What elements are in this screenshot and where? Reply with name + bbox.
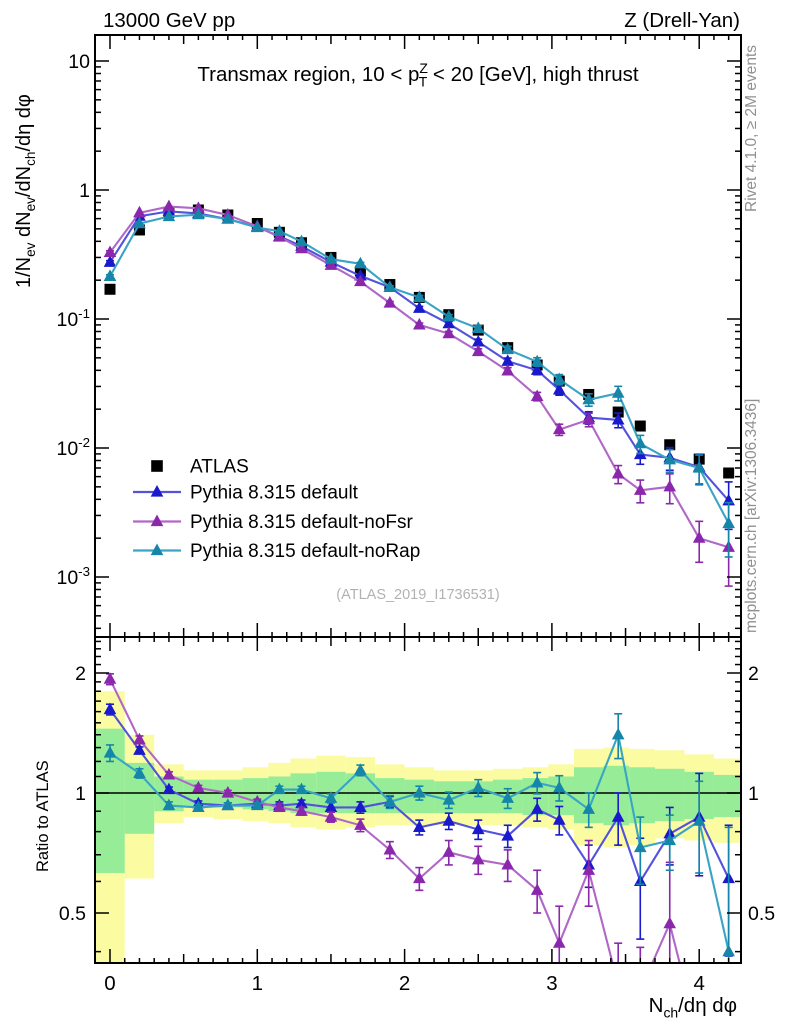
note-rivet: Rivet 4.1.0, ≥ 2M events: [743, 44, 760, 212]
ytick-ratio-right-1: 1: [748, 783, 759, 805]
data-point-square: [635, 421, 646, 432]
ytick-main-10^{-3}: $10^{-3}$: [56, 564, 90, 589]
legend-label: Pythia 8.315 default-noRap: [190, 541, 421, 562]
watermark: (ATLAS_2019_I1736531): [336, 587, 500, 603]
panel-title: Transmax region, $10 < p^Z$ T < 20 [GeV], high thrust: [197, 59, 639, 90]
legend-label: Pythia 8.315 default-noFsr: [190, 512, 413, 533]
note-mcplots: mcplots.cern.ch [arXiv:1306.3436]: [743, 398, 760, 633]
y-axis-title-ratio: Ratio to ATLAS: [34, 760, 52, 872]
ytick-main-10^{-2}: $10^{-2}$: [56, 435, 90, 460]
data-point-square: [105, 284, 116, 295]
ytick-ratio-left-0.5: 0.5: [58, 903, 86, 925]
ytick-ratio-left-1: 1: [75, 783, 86, 805]
xtick-4: 4: [693, 972, 705, 995]
header-beam: 13000 GeV pp: [103, 9, 236, 32]
ytick-main-1: 1: [79, 180, 90, 202]
ytick-ratio-right-2: 2: [748, 663, 759, 685]
y-axis-title-main: $1/N_{ev}$ $dN_{ev}/dN_{ch}/d\eta$ dφ: [13, 94, 39, 288]
ytick-main-10^{-1}: $10^{-1}$: [56, 306, 90, 331]
xtick-2: 2: [398, 972, 411, 995]
data-point-square: [723, 468, 734, 479]
header-process: Z (Drell-Yan): [624, 9, 740, 32]
xtick-0: 0: [104, 972, 116, 995]
x-axis-title: $N_{ch}/d\eta$ dφ: [648, 994, 737, 1021]
xtick-3: 3: [546, 972, 558, 995]
legend-label: Pythia 8.315 default: [190, 482, 358, 504]
ytick-ratio-left-2: 2: [75, 663, 86, 685]
ytick-ratio-right-0.5: 0.5: [748, 903, 776, 925]
legend-label: ATLAS: [190, 456, 249, 478]
ytick-main-10: 10: [68, 51, 90, 73]
xtick-1: 1: [251, 972, 264, 995]
legend-marker-square: [151, 460, 163, 472]
